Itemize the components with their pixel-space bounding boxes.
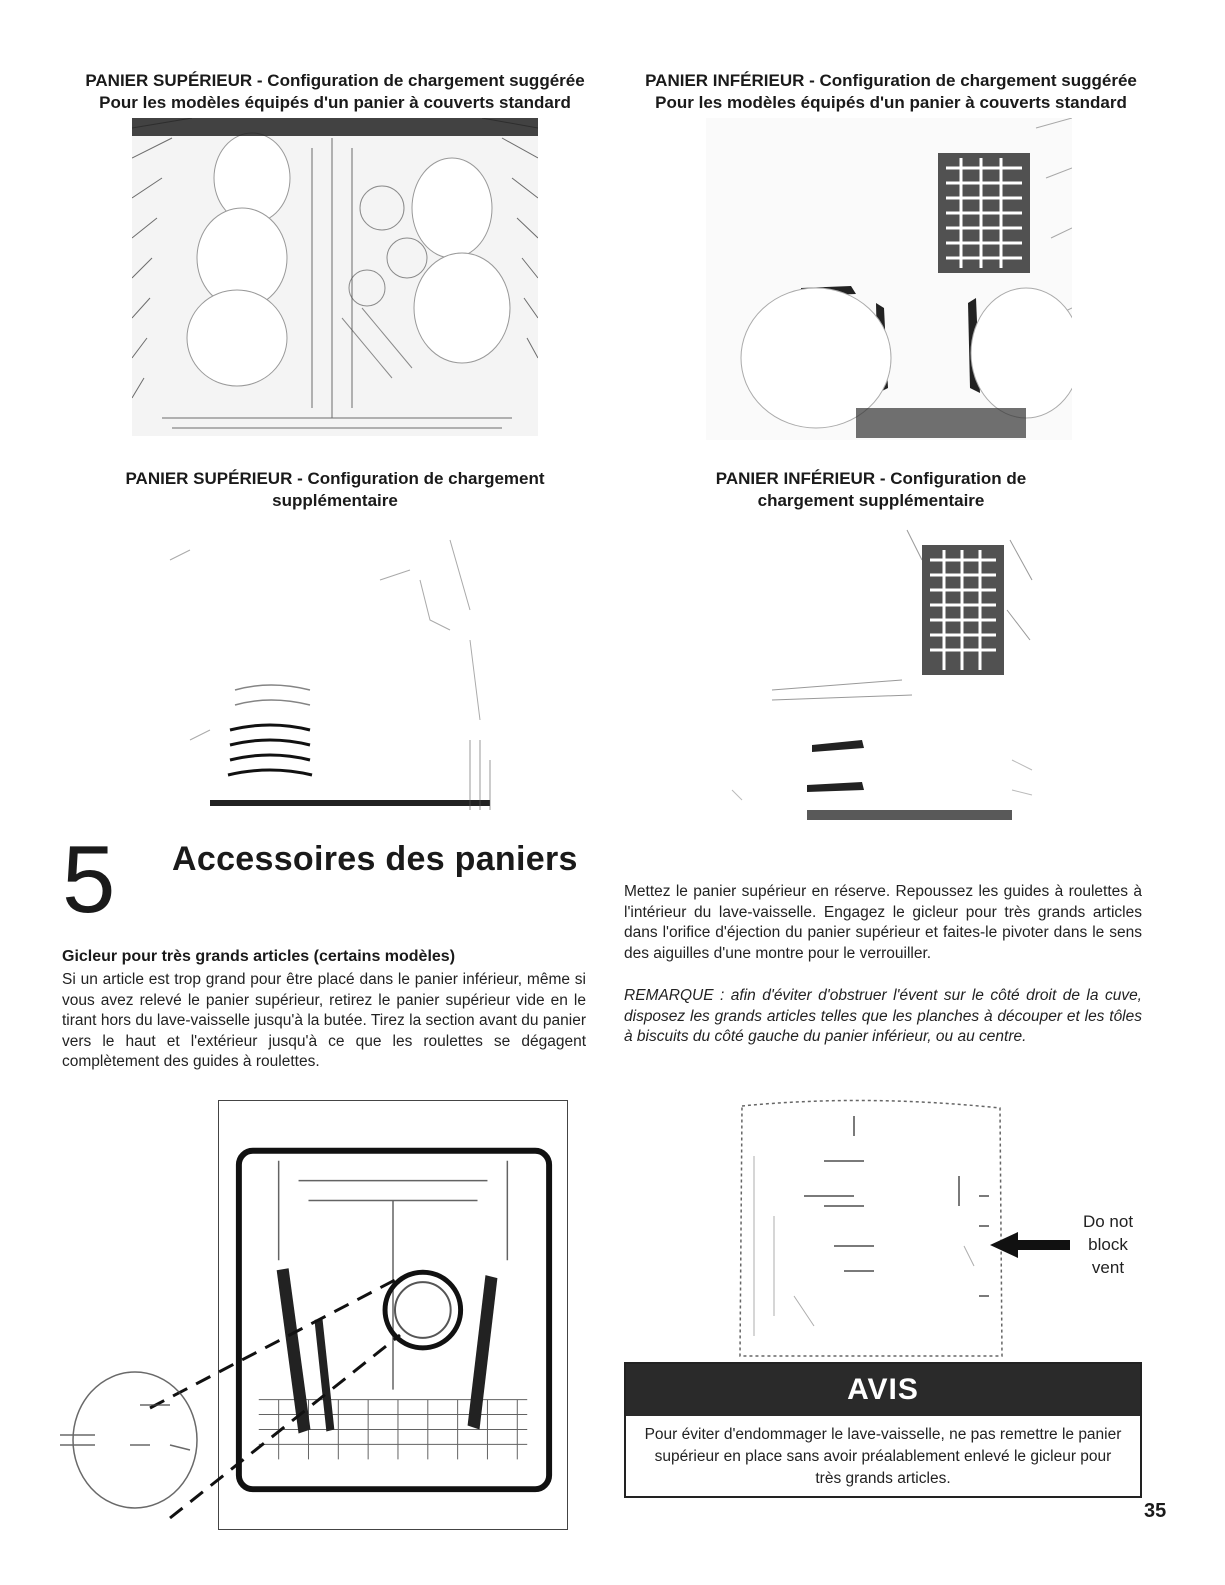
callout-diagram: [40, 1230, 520, 1530]
note-paragraph: REMARQUE : afin d'éviter d'obstruer l'évent sur le côté droit de la cuve, disposez les grands articles telles que les planches à découper et les tôles à biscuits du côté gauche du panier inférieur, ou au centre.: [624, 987, 1142, 1045]
caption-lower-rack-suggested: [596, 70, 1186, 114]
photo-vent: [734, 1096, 1008, 1362]
vent-label: [1072, 1210, 1144, 1279]
caption-line-1: PANIER INFÉRIEUR - Configuration de: [715, 469, 1027, 488]
caption-line-2: supplémentaire: [272, 491, 398, 510]
caption-line-1: PANIER INFÉRIEUR - Configuration de chargement suggérée: [645, 71, 1137, 90]
vent-label-line-2: block: [1088, 1235, 1128, 1254]
paragraph-left: Si un article est trop grand pour être placé dans le panier inférieur, même si vous avez relevé le panier supérieur, retirez le panier supérieur vide en le tirant hors du lave-vaisselle jusqu'à la butée. Tirez la section avant du panier vers le haut et l'extérieur jusqu'à ce que les roulettes se dégagent complètement des guides à roulettes.: [62, 971, 586, 1070]
notice-heading: AVIS: [626, 1364, 1140, 1416]
caption-line-1: PANIER SUPÉRIEUR - Configuration de chargement suggérée: [85, 71, 585, 90]
arrow-icon: [990, 1232, 1070, 1258]
photo-upper-rack-suggested: [132, 118, 538, 436]
caption-upper-rack-additional: [40, 468, 630, 512]
paragraph-right: Mettez le panier supérieur en réserve. Repoussez les guides à roulettes à l'intérieur du lave-vaisselle. Engagez le gicleur pour très grands articles dans l'orifice d'éjection du panier supérieur et faites-le pivoter dans le sens des aiguilles d'une montre pour le verrouiller.: [624, 883, 1142, 962]
caption-line-2: Pour les modèles équipés d'un panier à couverts standard: [99, 93, 571, 112]
notice-box: [624, 1362, 1142, 1498]
caption-line-2: chargement supplémentaire: [757, 491, 985, 510]
section-number: 5: [62, 826, 116, 933]
caption-line-2: Pour les modèles équipés d'un panier à couverts standard: [655, 93, 1127, 112]
photo-lower-rack-suggested: [706, 118, 1072, 440]
section-title: Accessoires des paniers: [172, 840, 578, 878]
photo-lower-rack-additional: [712, 520, 1040, 836]
notice-text: Pour éviter d'endommager le lave-vaisselle, ne pas remettre le panier supérieur en place sans avoir préalablement enlevé le gicleur pour très grands articles.: [644, 1426, 1122, 1487]
photo-upper-rack-additional: [150, 520, 506, 820]
subheading: Gicleur pour très grands articles (certains modèles): [62, 948, 456, 965]
page-number: 35: [1144, 1500, 1167, 1522]
vent-label-line-3: vent: [1091, 1258, 1125, 1277]
caption-line-1: PANIER SUPÉRIEUR - Configuration de chargement: [125, 469, 545, 488]
caption-lower-rack-additional: [596, 468, 1146, 512]
caption-upper-rack-suggested: [40, 70, 630, 114]
vent-label-line-1: Do not: [1082, 1212, 1134, 1231]
